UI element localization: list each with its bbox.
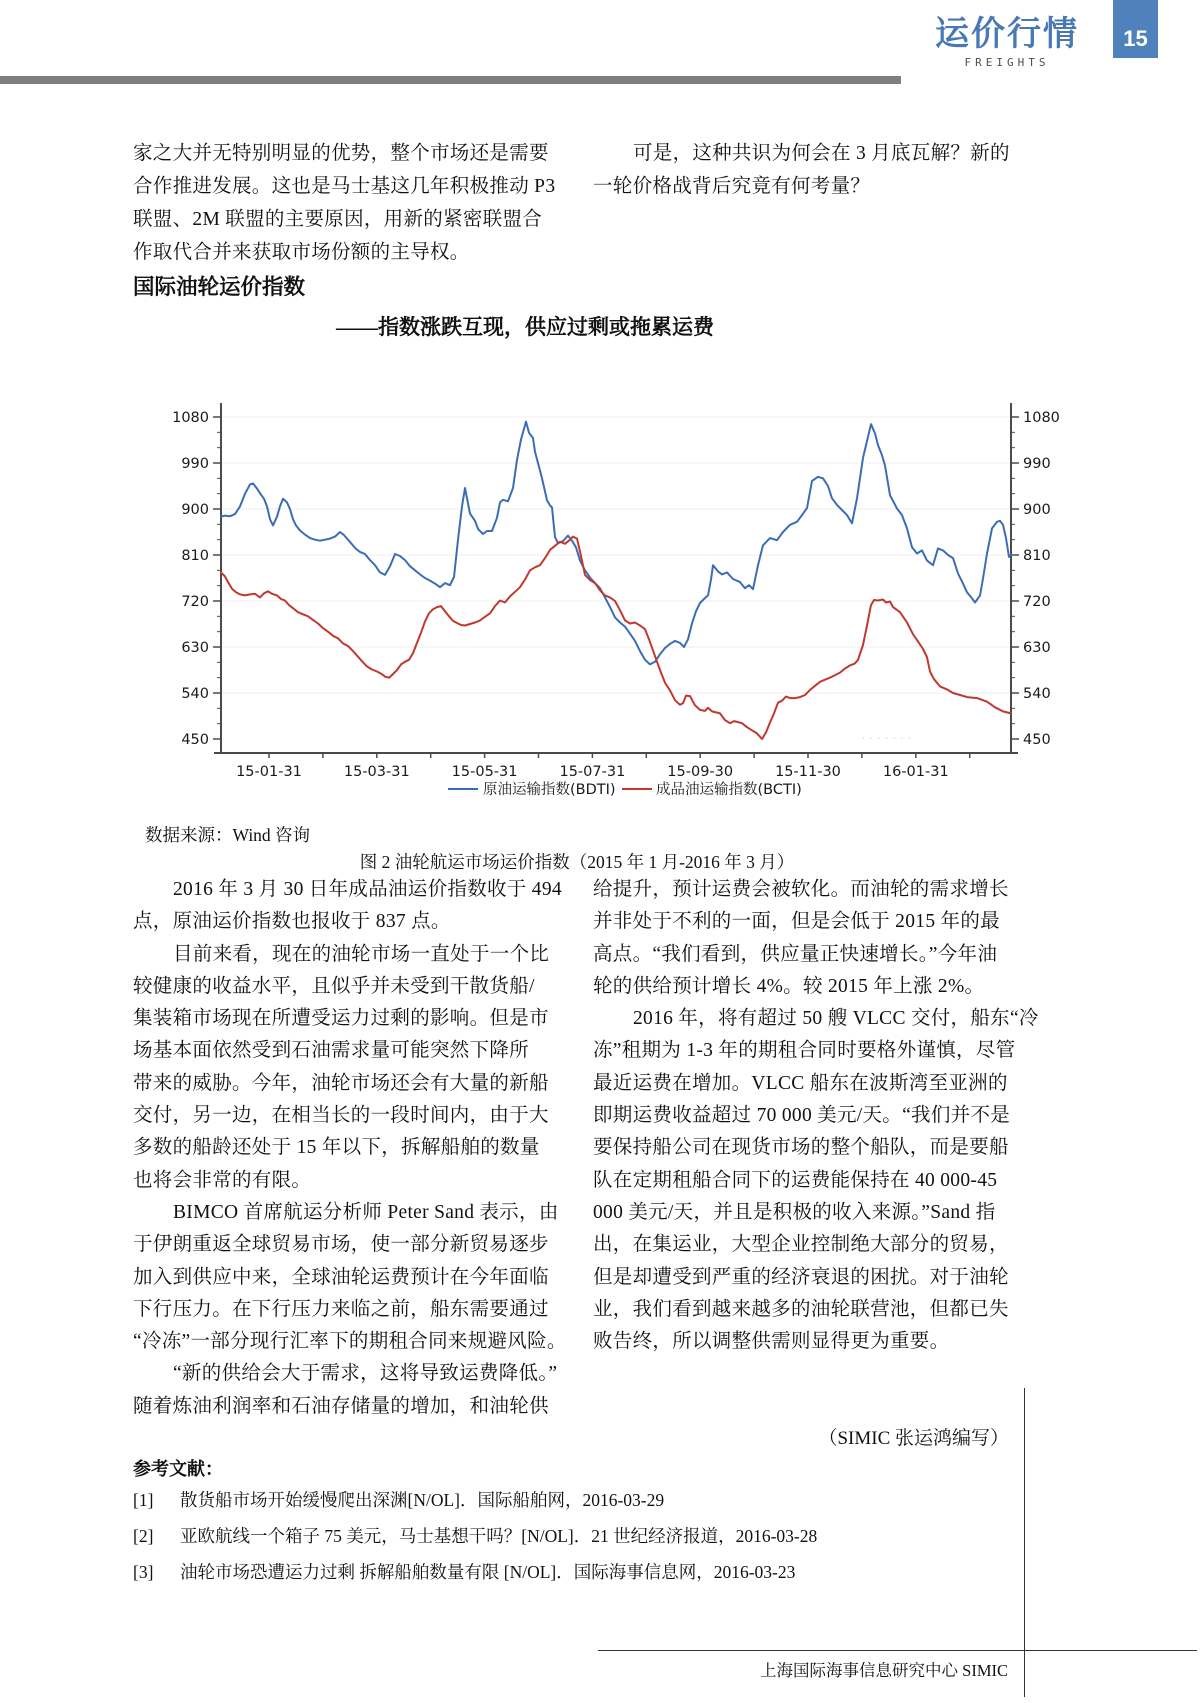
text-line: 合作推进发展。这也是马士基这几年积极推动 P3 <box>133 176 556 197</box>
text-line: 较健康的收益水平，且似乎并未受到干散货船/ <box>133 975 535 997</box>
y-tick-label-left: 630 <box>181 640 209 656</box>
y-tick-label-left: 540 <box>181 686 209 702</box>
header-rule <box>0 76 901 84</box>
text-line: 000 美元/天，并且是积极的收入来源。”Sand 指 <box>593 1201 996 1223</box>
y-tick-label-right: 720 <box>1023 594 1051 610</box>
text-line: 作取代合并来获取市场份额的主导权。 <box>133 242 470 263</box>
y-tick-label-left: 720 <box>181 594 209 610</box>
y-tick-label-right: 990 <box>1023 456 1051 472</box>
series-bdti-line <box>221 422 1011 665</box>
reference-number: [1] <box>133 1490 154 1510</box>
data-source-note: 数据来源：Wind 咨询 <box>145 825 311 845</box>
references-heading: 参考文献： <box>133 1459 223 1479</box>
text-line: 一轮价格战背后究竟有何考量？ <box>593 176 871 197</box>
text-line: “新的供给会大于需求，这将导致运费降低。” <box>172 1363 558 1385</box>
byline: （SIMIC 张运鸿编写） <box>818 1428 1009 1449</box>
body-left-column <box>133 874 567 1423</box>
section-subheading: ——指数涨跌互现，供应过剩或拖累运费 <box>336 315 714 339</box>
series-bcti-line <box>221 537 1011 739</box>
text-line: 最近运费在增加。VLCC 船东在波斯湾至亚洲的 <box>593 1072 1008 1094</box>
y-tick-label-left: 450 <box>181 732 209 748</box>
reference-item <box>133 1487 664 1512</box>
y-tick-label-left: 810 <box>181 548 209 564</box>
text-line: 但是却遭受到严重的经济衰退的困扰。对于油轮 <box>593 1266 1009 1288</box>
reference-text: 油轮市场恐遭运力过剩 拆解船舶数量有限 [N/OL]．国际海事信息网，2016-03-23 <box>180 1562 796 1582</box>
reference-number: [3] <box>133 1562 154 1582</box>
page-number-badge: 15 <box>1113 0 1158 58</box>
section-heading: 国际油轮运价指数 <box>133 275 306 299</box>
x-tick-label: 16-01-31 <box>882 764 949 780</box>
body-right-column <box>593 874 1039 1358</box>
text-line: “冷冻”一部分现行汇率下的期租合同来规避风险。 <box>133 1331 567 1353</box>
text-line: 给提升，预计运费会被软化。而油轮的需求增长 <box>593 879 1009 900</box>
header-title-block <box>918 14 1096 69</box>
text-line: 加入到供应中来，全球油轮运费预计在今年面临 <box>133 1266 549 1288</box>
x-tick-label: 15-01-31 <box>236 764 302 780</box>
page-title-english: FREIGHTS <box>964 56 1050 69</box>
y-tick-label-right: 450 <box>1023 732 1051 748</box>
text-line: 冻”租期为 1-3 年的期租合同时要格外谨慎，尽管 <box>593 1040 1016 1062</box>
text-line: 联盟、2M 联盟的主要原因，用新的紧密联盟合 <box>133 209 543 230</box>
text-line: 轮的供给预计增长 4%。较 2015 年上涨 2%。 <box>593 975 985 997</box>
x-tick-label: 15-09-30 <box>667 764 734 780</box>
text-line: 要保持船公司在现货市场的整个船队，而是要船 <box>593 1137 1009 1159</box>
text-line: 随着炼油利润率和石油存储量的增加，和油轮供 <box>133 1395 549 1417</box>
y-tick-label-left: 1080 <box>172 410 209 426</box>
intro-left-column <box>133 137 563 269</box>
text-line: 带来的威胁。今年，油轮市场还会有大量的新船 <box>133 1072 549 1094</box>
y-tick-label-right: 1080 <box>1023 410 1060 426</box>
intro-right-column <box>593 137 1023 203</box>
reference-item <box>133 1523 817 1548</box>
text-line: 点，原油运价指数也报收于 837 点。 <box>133 911 451 933</box>
text-line: 队在定期租船合同下的运费能保持在 40 000-45 <box>593 1169 998 1191</box>
x-tick-label: 15-05-31 <box>451 764 518 780</box>
text-line: 出，在集运业，大型企业控制绝大部分的贸易， <box>593 1234 1009 1256</box>
y-tick-label-right: 900 <box>1023 502 1051 518</box>
text-line: 于伊朗重返全球贸易市场，使一部分新贸易逐步 <box>133 1234 549 1256</box>
text-line: 家之大并无特别明显的优势，整个市场还是需要 <box>133 143 549 164</box>
footer-text: 上海国际海事信息研究中心 SIMIC <box>760 1661 1008 1680</box>
reference-text: 散货船市场开始缓慢爬出深渊[N/OL]．国际船舶网，2016-03-29 <box>180 1490 665 1510</box>
text-line: 集装箱市场现在所遭受运力过剩的影响。但是市 <box>133 1008 549 1030</box>
text-line: 业，我们看到越来越多的油轮联营池，但都已失 <box>593 1298 1009 1320</box>
y-tick-label-right: 810 <box>1023 548 1051 564</box>
reference-item <box>133 1559 795 1584</box>
reference-number: [2] <box>133 1526 154 1546</box>
text-line: 也将会非常的有限。 <box>133 1169 312 1191</box>
y-tick-label-left: 990 <box>181 456 209 472</box>
text-line: 目前来看，现在的油轮市场一直处于一个比 <box>172 943 550 965</box>
legend-label-bcti: 成品油运输指数(BCTI) <box>656 782 802 798</box>
y-tick-label-right: 630 <box>1023 640 1051 656</box>
page-title: 运价行情 <box>935 15 1079 53</box>
legend-label-bdti: 原油运输指数(BDTI) <box>483 782 616 798</box>
text-line: 场基本面依然受到石油需求量可能突然下降所 <box>133 1040 530 1062</box>
text-line: 可是，这种共识为何会在 3 月底瓦解？新的 <box>632 143 1010 164</box>
text-line: 多数的船龄还处于 15 年以下，拆解船舶的数量 <box>133 1137 540 1159</box>
text-line: 2016 年 3 月 30 日年成品油运价指数收于 494 <box>172 879 562 900</box>
text-line: 下行压力。在下行压力来临之前，船东需要通过 <box>133 1298 549 1320</box>
x-tick-label: 15-03-31 <box>343 764 410 780</box>
text-line: 败告终，所以调整供需则显得更为重要。 <box>593 1331 950 1353</box>
footer-rule <box>598 1650 1197 1651</box>
y-tick-label-right: 540 <box>1023 686 1051 702</box>
y-tick-label-left: 900 <box>181 502 209 518</box>
text-line: 2016 年，将有超过 50 艘 VLCC 交付，船东“冷 <box>632 1008 1039 1030</box>
figure-caption: 图 2 油轮航运市场运价指数（2015 年 1 月-2016 年 3 月） <box>359 852 795 872</box>
text-line: 高点。“我们看到，供应量正快速增长。”今年油 <box>593 943 998 965</box>
x-tick-label: 15-11-30 <box>775 764 841 780</box>
text-line: 即期运费收益超过 70 000 美元/天。“我们并不是 <box>593 1105 1011 1127</box>
text-line: 交付，另一边，在相当长的一段时间内，由于大 <box>133 1105 549 1127</box>
text-line: BIMCO 首席航运分析师 Peter Sand 表示，由 <box>172 1201 559 1223</box>
x-tick-label: 15-07-31 <box>559 764 626 780</box>
text-line: 并非处于不利的一面，但是会低于 2015 年的最 <box>593 911 1000 933</box>
footer-vertical-rule <box>1024 1388 1025 1697</box>
reference-text: 亚欧航线一个箱子 75 美元，马士基想干吗？[N/OL]．21 世纪经济报道，2016-03-28 <box>180 1526 818 1546</box>
watermark-dots: · · · · · · · <box>862 734 913 744</box>
